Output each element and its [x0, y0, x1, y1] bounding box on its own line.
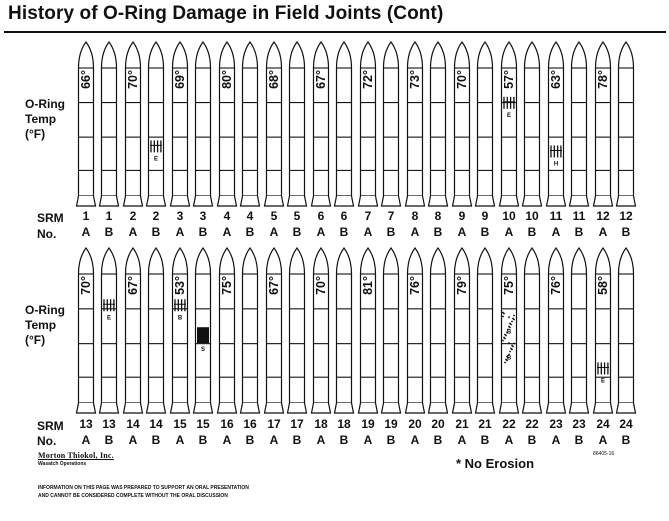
rocket-nozzle: [241, 403, 260, 413]
motor-letter: A: [410, 433, 420, 447]
rocket-body: [196, 248, 211, 403]
motor-letter: A: [222, 433, 232, 447]
oring-temp-label-line3: (°F): [25, 127, 46, 141]
srm-number: 19: [361, 417, 375, 431]
rocket-top-12a: [594, 42, 613, 206]
rocket-body: [337, 42, 352, 196]
rocket-bottom-18b: [335, 248, 354, 413]
rocket-top-9b: [476, 42, 495, 206]
rocket-bottom-13b: [100, 248, 119, 413]
motor-letter: A: [410, 225, 420, 239]
rocket-body: [431, 42, 446, 196]
damage-block: [197, 327, 209, 343]
rocket-top-11b: [570, 42, 589, 206]
rocket-nozzle: [476, 196, 495, 206]
doc-code: 86405-16: [593, 451, 615, 457]
damage-code: B: [506, 329, 512, 336]
rocket-nozzle: [359, 196, 378, 206]
srm-number: 17: [290, 417, 304, 431]
srm-number: 18: [337, 417, 351, 431]
srm-number: 13: [79, 417, 93, 431]
rocket-bottom-22b: [523, 248, 542, 413]
motor-letter: B: [104, 433, 114, 447]
srm-number: 22: [525, 417, 539, 431]
oring-temp-reading: 66°: [79, 70, 93, 89]
rocket-nozzle: [429, 403, 448, 413]
rocket-nozzle: [124, 196, 143, 206]
rocket-nozzle: [500, 403, 519, 413]
oring-temp-reading: 70°: [126, 70, 140, 89]
srm-number: 21: [478, 417, 492, 431]
rocket-nozzle: [382, 403, 401, 413]
damage-code: B: [177, 315, 183, 322]
motor-letter: A: [363, 433, 373, 447]
rocket-body: [408, 248, 423, 403]
oring-temp-reading: 79°: [455, 276, 469, 295]
rocket-nozzle: [523, 196, 542, 206]
srm-label: SRM: [37, 419, 64, 433]
rocket-body: [149, 248, 164, 403]
oring-temp-reading: 68°: [267, 70, 281, 89]
damage-code: E: [600, 378, 606, 385]
rocket-nozzle: [617, 196, 636, 206]
motor-letter: B: [527, 433, 537, 447]
srm-number: 12: [619, 209, 633, 223]
motor-letter: A: [316, 225, 326, 239]
srm-number: 16: [243, 417, 257, 431]
motor-letter: A: [457, 225, 467, 239]
rocket-bottom-17b: [288, 248, 307, 413]
srm-number: 22: [502, 417, 516, 431]
rocket-top-3b: [194, 42, 213, 206]
page-title: History of O-Ring Damage in Field Joints (Cont): [8, 3, 444, 24]
rocket-body: [431, 248, 446, 403]
rocket-nozzle: [523, 403, 542, 413]
oring-temp-label-line3: (°F): [25, 333, 46, 347]
srm-number: 5: [293, 209, 301, 223]
no-label: No.: [37, 434, 57, 448]
rocket-nozzle: [77, 196, 96, 206]
rocket-nozzle: [147, 196, 166, 206]
no-erosion-legend: * No Erosion: [456, 456, 535, 471]
oring-temp-reading: 70°: [455, 70, 469, 89]
rocket-body: [384, 42, 399, 196]
rocket-nozzle: [406, 196, 425, 206]
rocket-body: [102, 42, 117, 196]
motor-letter: B: [339, 433, 349, 447]
rocket-top-6b: [335, 42, 354, 206]
rocket-nozzle: [218, 403, 237, 413]
rocket-top-10b: [523, 42, 542, 206]
rocket-nozzle: [570, 196, 589, 206]
bottom-row-rockets: [77, 248, 636, 447]
rocket-body: [196, 42, 211, 196]
rocket-body: [243, 42, 258, 196]
rocket-bottom-21a: [453, 248, 472, 413]
rocket-top-11a: [547, 42, 566, 206]
oring-temp-label-line1: O-Ring: [25, 97, 65, 111]
srm-number: 10: [502, 209, 516, 223]
rocket-body: [596, 42, 611, 196]
rocket-nozzle: [453, 403, 472, 413]
srm-number: 15: [196, 417, 210, 431]
oring-temp-label-line2: Temp: [25, 318, 57, 332]
rocket-top-4b: [241, 42, 260, 206]
damage-code: B: [506, 355, 512, 362]
rocket-top-2a: [124, 42, 143, 206]
rocket-bottom-24a: [594, 248, 613, 413]
disclaimer-line-2: AND CANNOT BE CONSIDERED COMPLETE WITHOUT THE ORAL DISCUSSION: [38, 493, 228, 499]
srm-number: 3: [176, 209, 184, 223]
rocket-body: [243, 248, 258, 403]
motor-letter: B: [621, 225, 631, 239]
rocket-body: [455, 248, 470, 403]
motor-letter: B: [621, 433, 631, 447]
motor-letter: A: [551, 433, 561, 447]
disclaimer-line-1: INFORMATION ON THIS PAGE WAS PREPARED TO SUPPORT AN ORAL PRESENTATION: [38, 485, 249, 491]
motor-letter: B: [386, 225, 396, 239]
rocket-nozzle: [100, 196, 119, 206]
srm-number: 18: [314, 417, 328, 431]
rocket-body: [478, 248, 493, 403]
srm-number: 23: [572, 417, 586, 431]
rocket-nozzle: [288, 196, 307, 206]
rocket-nozzle: [265, 403, 284, 413]
rocket-body: [126, 248, 141, 403]
rocket-body: [79, 42, 94, 196]
rocket-nozzle: [241, 196, 260, 206]
rocket-body: [79, 248, 94, 403]
oring-temp-label-line1: O-Ring: [25, 303, 65, 317]
oring-temp-reading: 76°: [408, 276, 422, 295]
motor-letter: A: [175, 433, 185, 447]
rocket-bottom-19b: [382, 248, 401, 413]
srm-number: 21: [455, 417, 469, 431]
oring-temp-reading: 75°: [220, 276, 234, 295]
rocket-body: [337, 248, 352, 403]
srm-number: 14: [149, 417, 163, 431]
motor-letter: B: [386, 433, 396, 447]
rocket-bottom-14b: [147, 248, 166, 413]
rocket-bottom-19a: [359, 248, 378, 413]
rocket-body: [572, 248, 587, 403]
rocket-body: [126, 42, 141, 196]
motor-letter: B: [339, 225, 349, 239]
rocket-body: [267, 248, 282, 403]
rocket-bottom-24b: [617, 248, 636, 413]
oring-temp-reading: 73°: [408, 70, 422, 89]
motor-letter: B: [574, 225, 584, 239]
rocket-body: [549, 42, 564, 196]
rocket-bottom-23b: [570, 248, 589, 413]
damage-code: *: [507, 342, 511, 349]
srm-number: 13: [102, 417, 116, 431]
rocket-nozzle: [147, 403, 166, 413]
srm-number: 15: [173, 417, 187, 431]
rocket-nozzle: [547, 196, 566, 206]
srm-number: 23: [549, 417, 563, 431]
rocket-body: [619, 248, 634, 403]
rocket-nozzle: [124, 403, 143, 413]
rocket-body: [290, 42, 305, 196]
rocket-bottom-15a: [171, 248, 190, 413]
rocket-top-5b: [288, 42, 307, 206]
srm-number: 2: [129, 209, 137, 223]
rocket-nozzle: [547, 403, 566, 413]
srm-number: 10: [525, 209, 539, 223]
motor-letter: B: [480, 225, 490, 239]
company-division: Wasatch Operations: [38, 461, 87, 467]
rocket-top-8a: [406, 42, 425, 206]
motor-letter: A: [363, 225, 373, 239]
rocket-body: [314, 42, 329, 196]
rocket-top-12b: [617, 42, 636, 206]
rocket-nozzle: [476, 403, 495, 413]
rocket-nozzle: [617, 403, 636, 413]
rocket-nozzle: [594, 196, 613, 206]
motor-letter: A: [175, 225, 185, 239]
motor-letter: A: [316, 433, 326, 447]
rocket-bottom-14a: [124, 248, 143, 413]
rocket-nozzle: [100, 403, 119, 413]
company-name: Morton Thiokol, Inc.: [38, 451, 114, 460]
top-row-rockets: [77, 42, 636, 239]
motor-letter: A: [269, 225, 279, 239]
rocket-bottom-13a: [77, 248, 96, 413]
damage-code: E: [506, 112, 512, 119]
rocket-body: [149, 42, 164, 196]
rocket-nozzle: [77, 403, 96, 413]
oring-temp-reading: 69°: [173, 70, 187, 89]
rocket-top-7b: [382, 42, 401, 206]
rocket-nozzle: [265, 196, 284, 206]
rocket-top-10a: [500, 42, 519, 206]
rocket-top-9a: [453, 42, 472, 206]
damage-code: *: [507, 316, 511, 323]
bottom-row-labels: [25, 303, 65, 448]
motor-letter: B: [245, 433, 255, 447]
motor-letter: A: [598, 225, 608, 239]
motor-letter: A: [598, 433, 608, 447]
srm-number: 7: [387, 209, 395, 223]
motor-letter: B: [292, 433, 302, 447]
rocket-body: [478, 42, 493, 196]
rocket-nozzle: [171, 196, 190, 206]
motor-letter: A: [551, 225, 561, 239]
rocket-nozzle: [194, 403, 213, 413]
rocket-bottom-20b: [429, 248, 448, 413]
srm-number: 6: [340, 209, 348, 223]
srm-number: 9: [481, 209, 489, 223]
srm-number: 19: [384, 417, 398, 431]
srm-number: 6: [317, 209, 325, 223]
oring-temp-reading: 57°: [502, 70, 516, 89]
srm-number: 7: [364, 209, 372, 223]
oring-temp-reading: 81°: [361, 276, 375, 295]
rocket-body: [173, 248, 188, 403]
rocket-body: [267, 42, 282, 196]
oring-temp-reading: 80°: [220, 70, 234, 89]
motor-letter: B: [245, 225, 255, 239]
rocket-nozzle: [382, 196, 401, 206]
srm-number: 20: [431, 417, 445, 431]
rocket-body: [525, 248, 540, 403]
oring-temp-reading: 53°: [173, 276, 187, 295]
rocket-body: [619, 42, 634, 196]
rocket-top-1b: [100, 42, 119, 206]
rocket-body: [384, 248, 399, 403]
motor-letter: B: [433, 225, 443, 239]
oring-temp-reading: 58°: [596, 276, 610, 295]
damage-code: S: [200, 347, 206, 354]
srm-label: SRM: [37, 211, 64, 225]
srm-number: 8: [434, 209, 442, 223]
rocket-bottom-21b: [476, 248, 495, 413]
motor-letter: A: [457, 433, 467, 447]
motor-letter: A: [81, 433, 91, 447]
srm-number: 16: [220, 417, 234, 431]
srm-number: 8: [411, 209, 419, 223]
rocket-bottom-17a: [265, 248, 284, 413]
motor-letter: B: [433, 433, 443, 447]
motor-letter: A: [128, 225, 138, 239]
motor-letter: B: [292, 225, 302, 239]
rocket-body: [173, 42, 188, 196]
srm-number: 2: [152, 209, 160, 223]
rocket-top-2b: [147, 42, 166, 206]
motor-letter: A: [504, 225, 514, 239]
top-row-labels: [25, 97, 65, 241]
motor-letter: A: [269, 433, 279, 447]
oring-temp-reading: 78°: [596, 70, 610, 89]
motor-letter: B: [198, 433, 208, 447]
rocket-body: [549, 248, 564, 403]
rocket-nozzle: [406, 403, 425, 413]
rocket-nozzle: [359, 403, 378, 413]
oring-temp-reading: 67°: [314, 70, 328, 89]
srm-number: 1: [105, 209, 113, 223]
rocket-nozzle: [312, 403, 331, 413]
motor-letter: B: [151, 225, 161, 239]
rocket-top-8b: [429, 42, 448, 206]
rocket-nozzle: [570, 403, 589, 413]
srm-number: 24: [619, 417, 633, 431]
oring-temp-reading: 67°: [267, 276, 281, 295]
srm-number: 14: [126, 417, 140, 431]
rocket-bottom-16b: [241, 248, 260, 413]
rocket-body: [525, 42, 540, 196]
srm-number: 9: [458, 209, 466, 223]
rocket-top-7a: [359, 42, 378, 206]
motor-letter: A: [81, 225, 91, 239]
rocket-body: [102, 248, 117, 403]
srm-number: 5: [270, 209, 278, 223]
srm-number: 3: [199, 209, 207, 223]
rocket-bottom-16a: [218, 248, 237, 413]
rocket-nozzle: [335, 196, 354, 206]
rocket-body: [361, 248, 376, 403]
rocket-body: [220, 42, 235, 196]
rocket-nozzle: [218, 196, 237, 206]
rocket-top-3a: [171, 42, 190, 206]
srm-number: 4: [223, 209, 231, 223]
rocket-nozzle: [171, 403, 190, 413]
rocket-top-1a: [77, 42, 96, 206]
rocket-nozzle: [312, 196, 331, 206]
rocket-body: [220, 248, 235, 403]
motor-letter: B: [574, 433, 584, 447]
srm-number: 17: [267, 417, 281, 431]
oring-temp-reading: 75°: [502, 276, 516, 295]
rocket-body: [290, 248, 305, 403]
rocket-bottom-20a: [406, 248, 425, 413]
rocket-body: [572, 42, 587, 196]
oring-temp-reading: 67°: [126, 276, 140, 295]
motor-letter: A: [128, 433, 138, 447]
rocket-nozzle: [194, 196, 213, 206]
oring-temp-reading: 70°: [314, 276, 328, 295]
motor-letter: B: [198, 225, 208, 239]
oring-temp-reading: 63°: [549, 70, 563, 89]
rocket-bottom-18a: [312, 248, 331, 413]
srm-number: 11: [572, 209, 586, 223]
srm-number: 12: [596, 209, 610, 223]
rocket-nozzle: [453, 196, 472, 206]
rocket-top-4a: [218, 42, 237, 206]
damage-code: H: [553, 161, 559, 168]
rocket-bottom-23a: [547, 248, 566, 413]
rocket-nozzle: [594, 403, 613, 413]
oring-temp-reading: 72°: [361, 70, 375, 89]
rocket-bottom-15b: [194, 248, 213, 413]
no-label: No.: [37, 227, 57, 241]
srm-number: 24: [596, 417, 610, 431]
rocket-top-5a: [265, 42, 284, 206]
oring-temp-reading: 70°: [79, 276, 93, 295]
oring-temp-label-line2: Temp: [25, 112, 57, 126]
rocket-body: [361, 42, 376, 196]
rocket-body: [502, 42, 517, 196]
motor-letter: B: [104, 225, 114, 239]
srm-number: 20: [408, 417, 422, 431]
motor-letter: A: [504, 433, 514, 447]
oring-temp-reading: 76°: [549, 276, 563, 295]
rocket-body: [502, 248, 517, 403]
rocket-nozzle: [288, 403, 307, 413]
rocket-body: [408, 42, 423, 196]
motor-letter: A: [222, 225, 232, 239]
motor-letter: B: [151, 433, 161, 447]
rocket-nozzle: [429, 196, 448, 206]
motor-letter: B: [527, 225, 537, 239]
motor-letter: B: [480, 433, 490, 447]
srm-number: 1: [82, 209, 90, 223]
rocket-bottom-22a: [500, 248, 519, 413]
srm-number: 11: [549, 209, 563, 223]
damage-code: E: [153, 156, 159, 163]
rocket-nozzle: [500, 196, 519, 206]
srm-number: 4: [246, 209, 254, 223]
rocket-body: [455, 42, 470, 196]
rocket-top-6a: [312, 42, 331, 206]
rocket-body: [314, 248, 329, 403]
damage-code: E: [106, 315, 112, 322]
rocket-nozzle: [335, 403, 354, 413]
